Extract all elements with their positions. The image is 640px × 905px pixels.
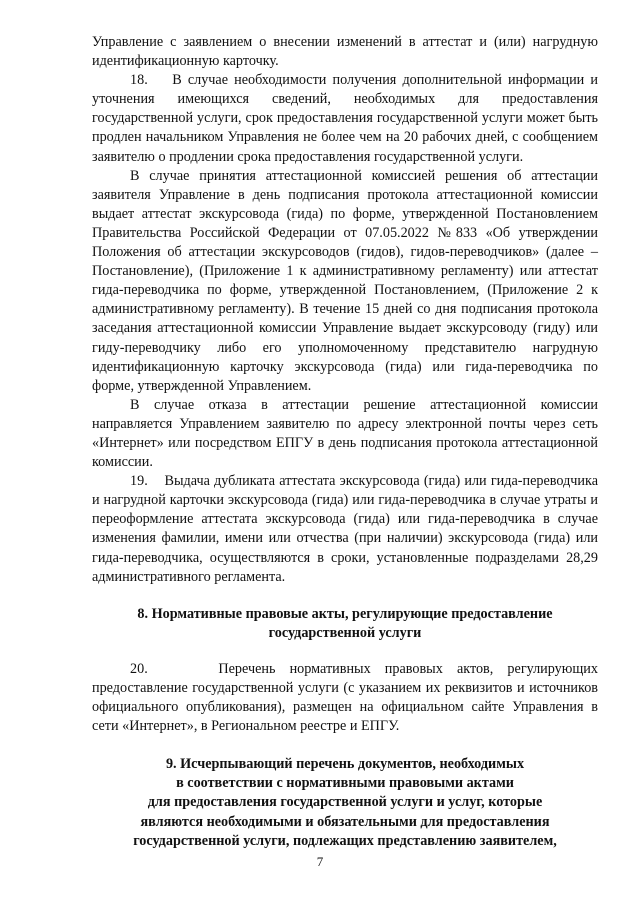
section-9-heading-line-4: являются необходимыми и обязательными для предоставления: [140, 813, 550, 830]
paragraph-18: 18. В случае необходимости получения дополнительной информации и уточнения имеющихся сведений, необходимых для предоставления государственной услуги, срок предоставления государственной услуги может быть продлен начальником Управления не более чем на 20 рабочих дней, с сообщением заявителю о продлении срока предоставления государственной услуги.: [92, 72, 598, 165]
paragraph-attestation-decision: В случае принятия аттестационной комиссией решения об аттестации заявителя Управление в день подписания протокола аттестационной комиссии выдает аттестат экскурсовода (гида) по форме, утвержденной Постановлением Правительства Российской Федерации от 07.05.2022 №833 «Об утверждении Положения об аттестации экскурсоводов (гидов), гидов-переводчиков» (далее – Постановление), (Приложение 1 к административному регламенту) или аттестат гида-переводчика по форме, утвержденной Постановлением, (Приложение 2 к административному регламенту). В течение 15 дней со дня подписания протокола заседания аттестационной комиссии Управление выдает экскурсоводу (гиду) или гиду-переводчику либо его уполномоченному представителю нагрудную идентификационную карточку экскурсовода (гида) или гида-переводчика по форме, утвержденной Управлением.: [92, 167, 598, 394]
page-number: 7: [316, 854, 324, 869]
section-9-heading-line-2: в соответствии с нормативными правовыми актами: [176, 775, 514, 792]
paragraph-attestation-refusal: В случае отказа в аттестации решение аттестационной комиссии направляется Управлением заявителю по адресу электронной почты через сеть «Интернет» или посредством ЕПГУ в день подписания протокола аттестационной комиссии.: [92, 396, 598, 471]
paragraph-20: 20. Перечень нормативных правовых актов, регулирующих предоставление государственной услуги (с указанием их реквизитов и источников официального опубликования), размещен на официальном сайте Управления в сети «Интернет», в Региональном реестре и ЕПГУ.: [92, 660, 598, 735]
page-body: [92, 33, 598, 851]
section-8-heading-line-1: 8. Нормативные правовые акты, регулирующие предоставление: [137, 605, 553, 622]
section-9-heading-line-1: 9. Исчерпывающий перечень документов, необходимых: [165, 756, 525, 773]
paragraph-continuation: Управление с заявлением о внесении изменений в аттестат и (или) нагрудную идентификационную карточку.: [92, 34, 598, 70]
section-8-heading: [92, 605, 598, 643]
section-9-heading: [92, 755, 598, 850]
section-9-heading-line-3: для предоставления государственной услуги и услуг, которые: [147, 794, 543, 811]
section-8-heading-line-2: государственной услуги: [268, 624, 422, 641]
section-9-heading-line-5: государственной услуги, подлежащих представлению заявителем,: [133, 832, 557, 849]
paragraph-19: 19. Выдача дубликата аттестата экскурсовода (гида) или гида-переводчика и нагрудной карточки экскурсовода (гида) или гида-переводчика в случае утраты и переоформление аттестата экскурсовода (гида) или гида-переводчика в случае изменения фамилии, имени или отчества (при наличии) экскурсовода (гида) или гида-переводчика, осуществляются в сроки, установленные подразделами 28,29 административного регламента.: [92, 473, 598, 585]
